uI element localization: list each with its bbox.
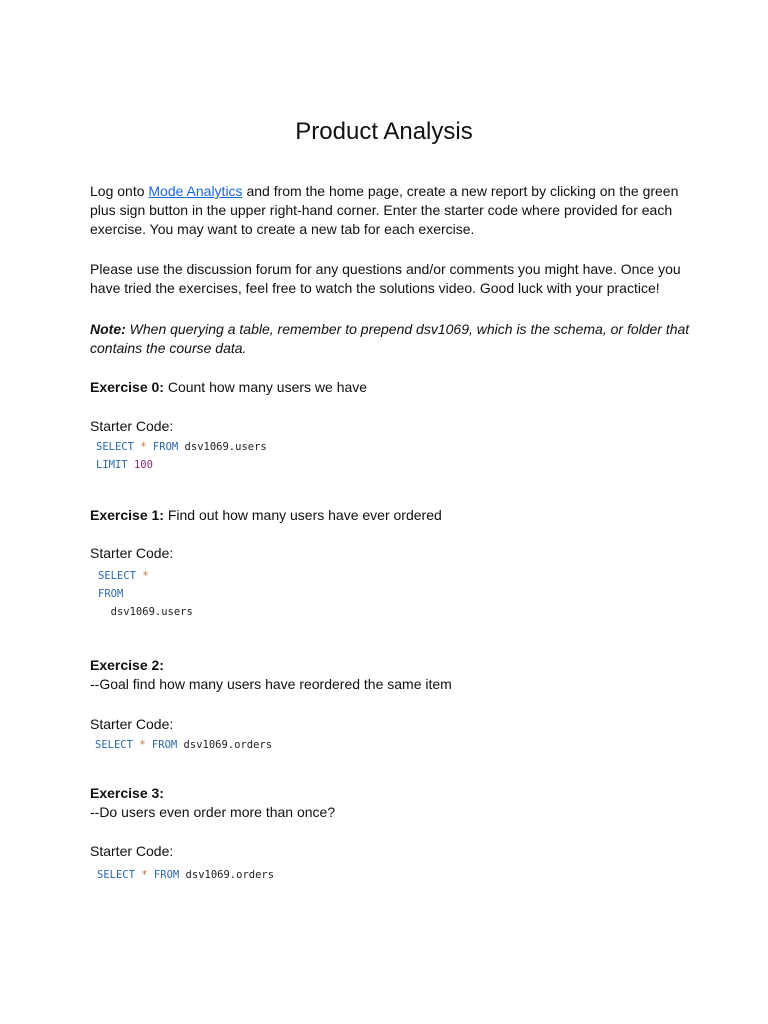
sql-select-keyword: SELECT (96, 441, 134, 453)
sql-limit-keyword: LIMIT (96, 459, 128, 471)
exercise-1-starter-label: Starter Code: (90, 545, 174, 561)
sql-select-keyword: SELECT (95, 739, 133, 751)
page-title: Product Analysis (295, 118, 473, 145)
note-text: When querying a table, remember to prepend dsv1069, which is the schema, or folder that contains the course data. (90, 321, 690, 356)
sql-star-operator: * (142, 570, 149, 582)
intro-text-start: Log onto (90, 183, 149, 199)
forum-paragraph: Please use the discussion forum for any questions and/or comments you might have. Once you have tried the exercises, feel free to watch the solutions video. Good luck with your practice! (90, 261, 681, 296)
exercise-1-text: Find out how many users have ever ordered (163, 507, 442, 523)
sql-from-keyword: FROM (151, 739, 178, 751)
exercise-2-text: --Goal find how many users have reordered the same item (90, 676, 452, 692)
exercise-0-code-block (96, 438, 267, 474)
exercise-0-starter-label: Starter Code: (90, 418, 174, 434)
sql-table-name: dsv1069.users (184, 441, 267, 453)
intro-text-end: and from the home page, create a new report by clicking on the green plus sign button in the upper right-hand corner. Enter the starter code where provided for each exercise. You may want to create a new tab for each exercise. (90, 183, 679, 237)
exercise-3-starter-label: Starter Code: (90, 843, 174, 859)
exercise-0-label: Exercise 0: (90, 379, 164, 395)
exercise-1-label: Exercise 1: (90, 507, 164, 523)
sql-select-keyword: SELECT (98, 570, 136, 582)
exercise-2-code-block (95, 736, 272, 754)
sql-select-keyword: SELECT (97, 869, 135, 881)
exercise-0-text: Count how many users we have (163, 379, 368, 395)
exercise-3-code-block (97, 866, 274, 884)
sql-from-keyword: FROM (153, 869, 180, 881)
sql-table-name: dsv1069.orders (183, 739, 273, 751)
sql-star-operator: * (141, 869, 148, 881)
exercise-2-starter-label: Starter Code: (90, 716, 174, 732)
intro-paragraph (90, 182, 690, 239)
exercise-3-heading (90, 784, 690, 822)
note-paragraph (90, 320, 690, 358)
sql-from-keyword: FROM (152, 441, 179, 453)
exercise-2-label: Exercise 2: (90, 657, 164, 673)
exercise-1-code-block (98, 567, 193, 621)
exercise-3-label: Exercise 3: (90, 785, 164, 801)
sql-from-keyword: FROM (98, 588, 124, 600)
sql-table-name: dsv1069.users (98, 606, 193, 618)
sql-limit-value: 100 (133, 459, 153, 471)
exercise-1-heading (90, 506, 690, 525)
note-label: Note: (90, 321, 126, 337)
sql-table-name: dsv1069.orders (185, 869, 275, 881)
exercise-0-heading (90, 378, 690, 397)
exercise-3-text: --Do users even order more than once? (90, 804, 336, 820)
exercise-2-heading (90, 656, 690, 694)
sql-star-operator: * (140, 441, 147, 453)
mode-analytics-link[interactable]: Mode Analytics (148, 183, 243, 199)
sql-star-operator: * (139, 739, 146, 751)
